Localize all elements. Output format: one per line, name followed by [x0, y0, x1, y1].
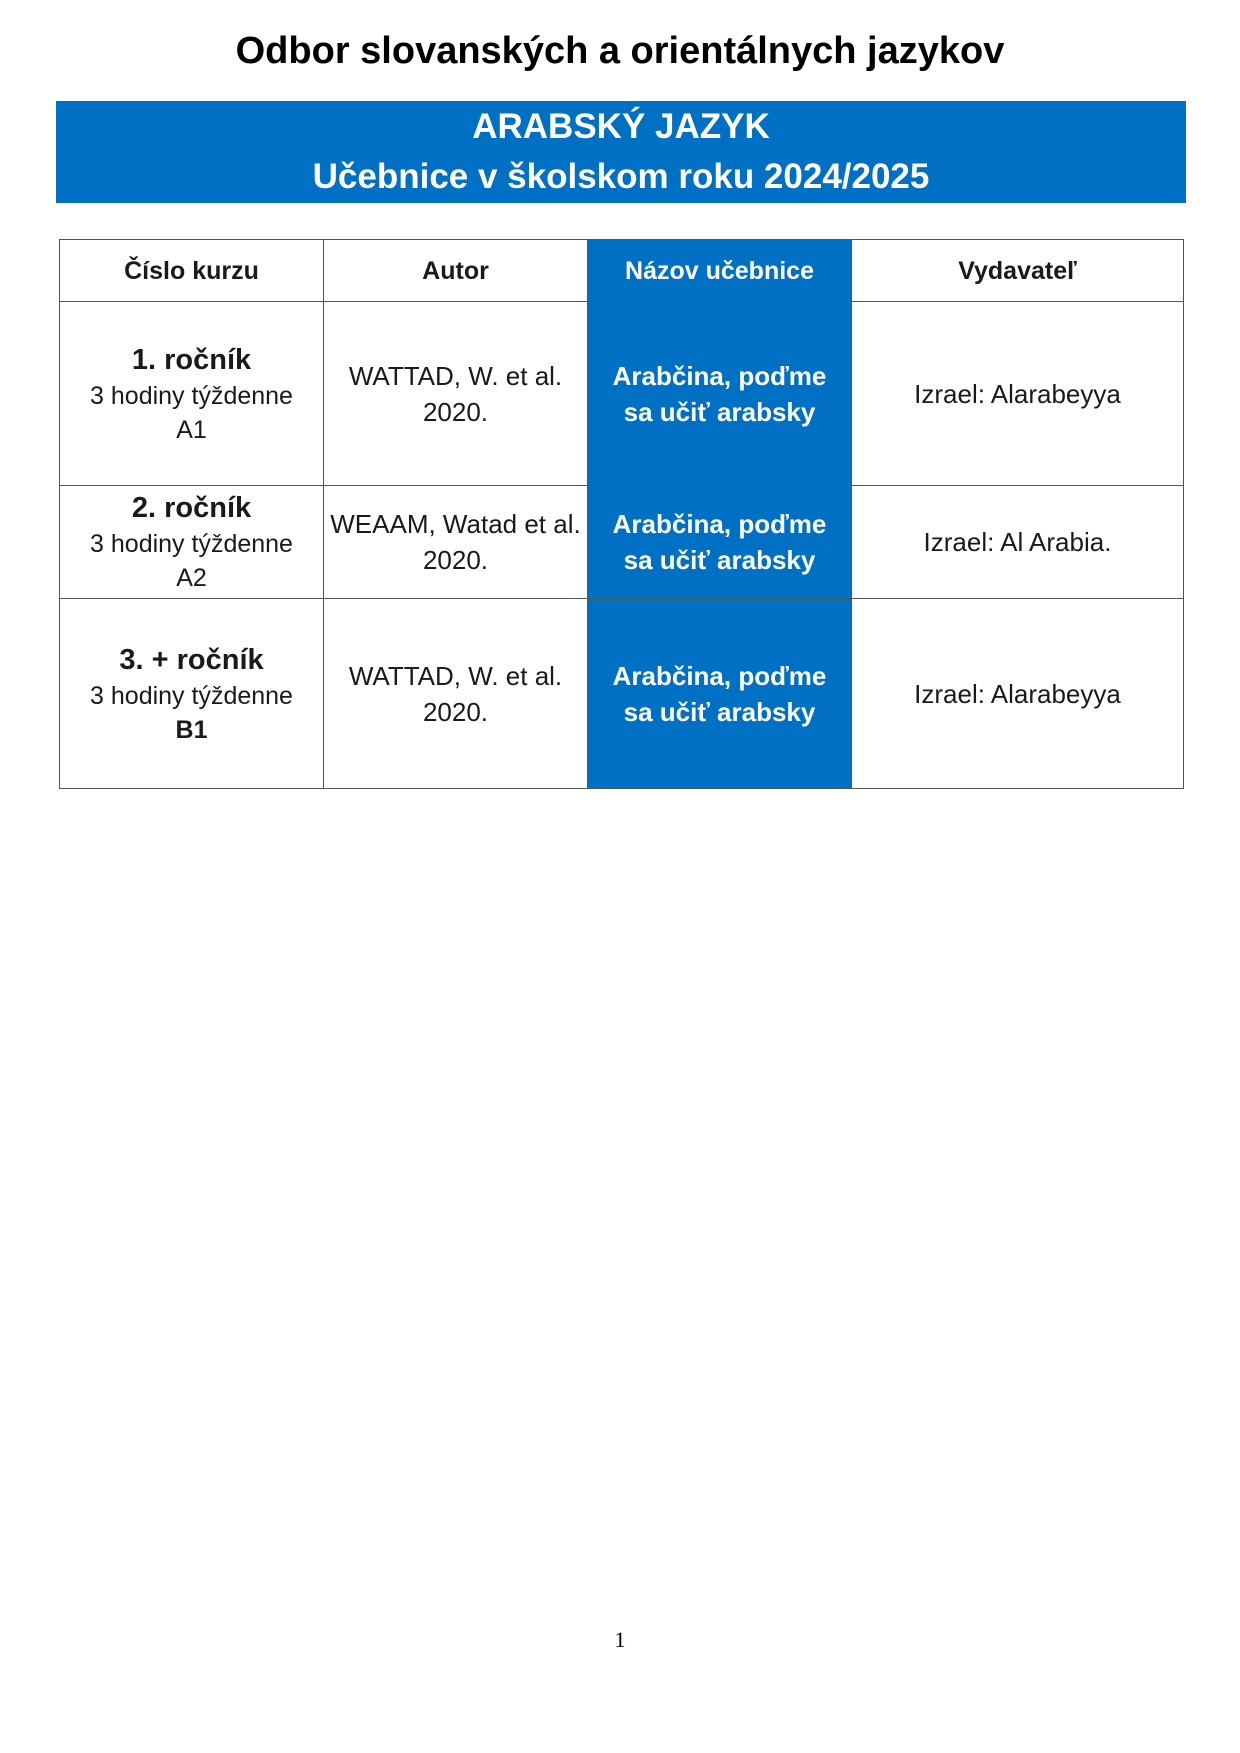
banner-language: ARABSKÝ JAZYK [472, 107, 770, 146]
author-year: 2020. [422, 396, 489, 427]
publisher-cell: Izrael: Al Arabia. [852, 486, 1184, 599]
textbook-title-line1: Arabčina, poďme [612, 509, 827, 539]
textbook-title-line1: Arabčina, poďme [612, 660, 827, 691]
course-year: 1. ročník [131, 343, 252, 376]
publisher-cell: Izrael: Alarabeyya [852, 302, 1184, 486]
header-author: Autor [324, 240, 588, 302]
textbook-title-cell [588, 302, 852, 486]
table-header-row [60, 240, 1184, 302]
table-row [60, 599, 1184, 789]
banner-school-year: Učebnice v školskom roku 2024/2025 [312, 157, 930, 196]
author-cell [324, 599, 588, 789]
author-name: WATTAD, W. et al. [348, 660, 563, 691]
course-cell [60, 302, 324, 486]
department-title: Odbor slovanských a orientálnych jazykov [235, 30, 1005, 72]
textbook-title-line2: sa učiť arabsky [623, 396, 816, 427]
header-textbook-title: Názov učebnice [588, 240, 852, 302]
course-hours: 3 hodiny týždenne [90, 381, 293, 410]
publisher-cell: Izrael: Alarabeyya [852, 599, 1184, 789]
course-hours: 3 hodiny týždenne [90, 681, 293, 710]
table-row [60, 302, 1184, 486]
course-level: B1 [175, 715, 208, 744]
textbook-title-line2: sa učiť arabsky [623, 696, 816, 727]
course-cell [60, 599, 324, 789]
course-hours: 3 hodiny týždenne [90, 530, 293, 558]
textbook-title-line2: sa učiť arabsky [623, 545, 816, 575]
course-level: A2 [176, 564, 207, 592]
course-year: 3. + ročník [119, 643, 264, 676]
author-year: 2020. [422, 545, 489, 575]
author-year: 2020. [422, 696, 489, 727]
header-course-number: Číslo kurzu [60, 240, 324, 302]
textbook-title-line1: Arabčina, poďme [612, 360, 827, 391]
author-name: WEAAM, Watad et al. [330, 509, 581, 539]
author-cell [324, 302, 588, 486]
course-level: A1 [176, 415, 207, 444]
author-name: WATTAD, W. et al. [348, 360, 563, 391]
page-number: 1 [614, 1627, 626, 1652]
textbook-title-cell [588, 486, 852, 599]
banner [56, 101, 1186, 203]
author-cell [324, 486, 588, 599]
course-cell [60, 486, 324, 599]
textbook-title-cell [588, 599, 852, 789]
textbook-table [59, 239, 1184, 789]
course-year: 2. ročník [131, 492, 252, 524]
header-publisher: Vydavateľ [852, 240, 1184, 302]
table-row [60, 486, 1184, 599]
